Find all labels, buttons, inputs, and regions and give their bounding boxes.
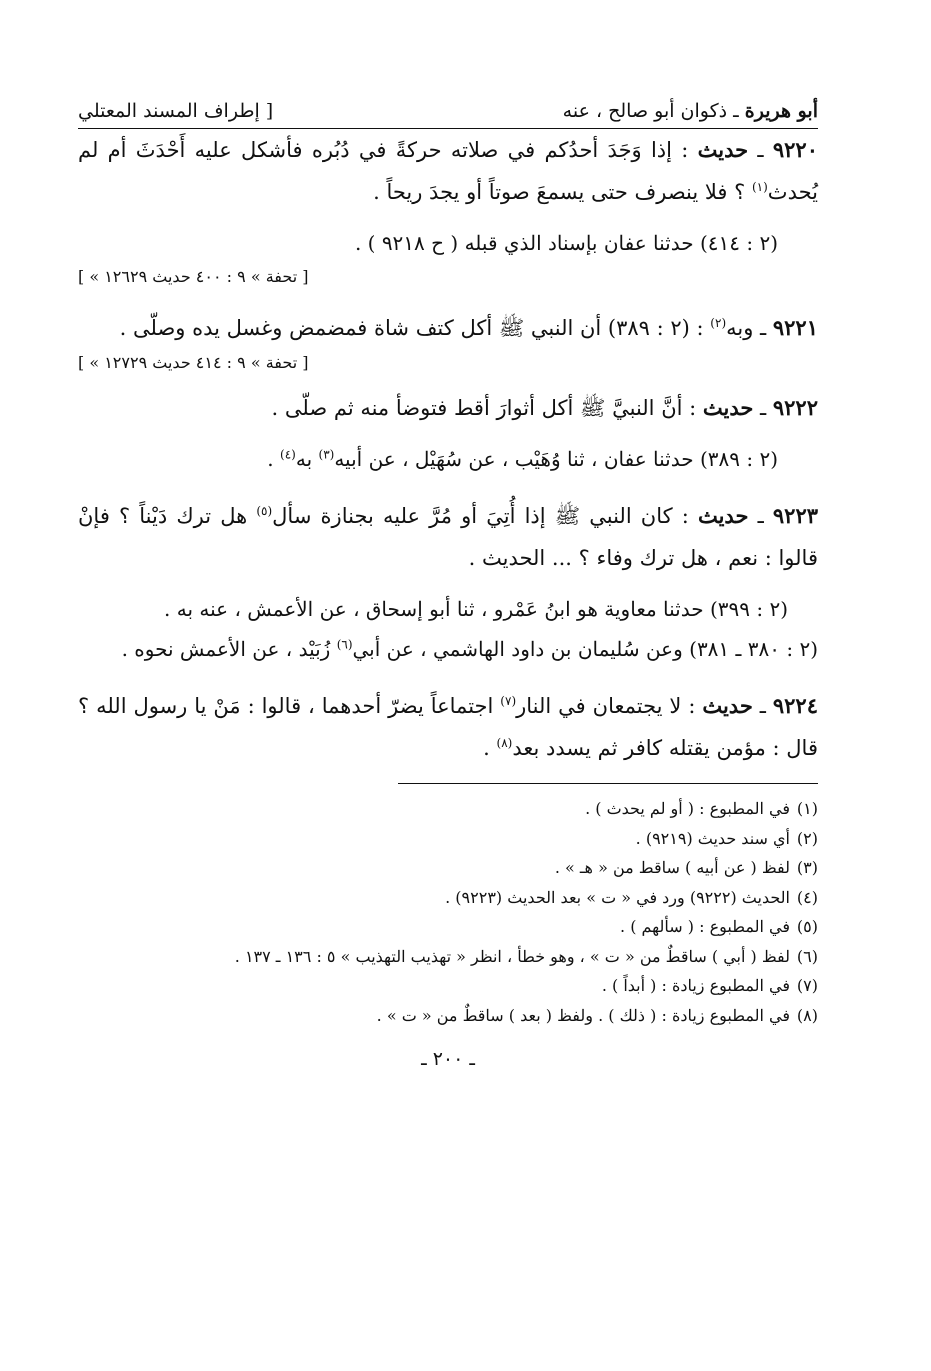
hadith-keyword: حديث <box>697 503 749 528</box>
footnote-ref[interactable]: (٦) <box>336 637 353 652</box>
footnote: (٢)أي سند حديث (٩٢١٩) . <box>635 828 818 848</box>
hadith-number: ٩٢٢٢ <box>772 395 818 420</box>
hadith-text: هل ترك دَيْناً ؟ فإنْ قالوا : نعم ، هل ترك وفاء ؟ ... الحديث . <box>78 504 818 570</box>
footnote: (٤)الحديث (٩٢٢٢) ورد في « ت » بعد الحديث (٩٢٢٣) . <box>445 887 818 907</box>
hadith-9222: ٩٢٢٢ ـ حديث : أنَّ النبيَّ ﷺ أكل أثوارَ أقط فتوضأ منه ثم صلّى . <box>271 395 818 420</box>
footnote: (١)في المطبوع : ( أو لم يحدث ) . <box>585 799 818 818</box>
hadith-9220: ٩٢٢٠ ـ حديث : إذا وَجَدَ أحدُكم في صلاته حركةً في دُبُره فأشكل عليه أَحْدَثَ أم لم يُحدث$^{(١)}$ ؟ فلا ينصرف حتى يسمعَ صوتاً أو يجدَ ريحاً . <box>78 137 818 204</box>
footnote-ref[interactable]: (٨) <box>496 736 513 750</box>
hadith-text: : (٢ : ٣٨٩) أن النبي ﷺ أكل كتف شاة فمضمض وغسل يده وصلّى . <box>119 316 711 340</box>
header-section-title: أبو هريرة ـ ذكوان أبو صالح ، عنه <box>562 100 818 122</box>
hadith-9221 <box>78 307 818 349</box>
header-book-title: [ إطراف المسند المعتلي <box>78 100 274 122</box>
footnotes <box>78 794 818 1030</box>
footnote-ref[interactable]: (١) <box>751 180 768 194</box>
hadith-number: ٩٢٢٠ <box>772 137 818 162</box>
hadith-text: : إذا وَجَدَ أحدُكم في صلاته حركةً في دُبُره فأشكل عليه أَحْدَثَ أم لم يُحدث <box>78 138 818 204</box>
footnote: (٥)في المطبوع : ( سألهم ) . <box>620 917 818 936</box>
hadith-number: ٩٢٢٤ <box>772 693 818 718</box>
hadith-9223: ٩٢٢٣ ـ حديث : كان النبي ﷺ إذا أُتِيَ أو مُرَّ عليه بجنازة سأل$^{(٥)}$ هل ترك دَيْناً ؟ فإنْ قالوا : نعم ، هل ترك وفاء ؟ ... الحديث . <box>78 503 819 570</box>
footnote-ref[interactable]: (٤) <box>280 447 296 462</box>
hadith-keyword: حديث <box>697 137 749 162</box>
running-header <box>78 100 818 129</box>
footnote-divider <box>398 783 818 784</box>
footnote-ref[interactable]: (٢) <box>710 316 727 330</box>
hadith-9224: ٩٢٢٤ ـ حديث : لا يجتمعان في النار$^{(٧)}$ اجتماعاً يضرّ أحدهما ، قالوا : مَنْ يا رسول الله ؟ قال : مؤمن يقتله كافر ثم يسدد بعد$^{(٨)}$ . <box>78 693 818 760</box>
hadith-text: ؟ فلا ينصرف حتى يسمعَ صوتاً أو يجدَ ريحاً . <box>373 180 752 204</box>
hadith-number: ٩٢٢١ <box>772 315 818 340</box>
hadith-keyword: حديث <box>702 395 754 420</box>
hadith-text: اجتماعاً يضرّ أحدهما ، قالوا : مَنْ يا رسول الله ؟ قال : مؤمن يقتله كافر ثم يسدد بعد <box>78 694 818 760</box>
footnote: (٦)لفظ ( أبي ) ساقطٌ من « ت » ، وهو خطأ ، انظر « تهذيب التهذيب » ٥ : ١٣٦ ـ ١٣٧ . <box>234 946 818 966</box>
hadith-source: (٢ : ٣٩٩) حدثنا معاوية هو ابنُ عَمْرو ، ثنا أبو إسحاق ، عن الأعمش ، عنه به . <box>164 597 788 621</box>
footnote: (٨)في المطبوع زيادة : ( ذلك ) . ولفظ ( بعد ) ساقطٌ من « ت » . <box>376 1005 818 1025</box>
hadith-source: (٢ : ٣٨٩) حدثنا عفان ، ثنا وُهَيْب ، عن سُهَيْل ، عن أبيه$^{(٣)}$ به$^{(٤)}$ . <box>267 447 778 471</box>
footnote-ref[interactable]: (٥) <box>256 504 273 518</box>
hadith-keyword: حديث <box>702 693 753 718</box>
hadith-source: (٢ : ٣٨٠ ـ ٣٨١) وعن سُليمان بن داود الهاشمي ، عن أبي$^{(٦)}$ زُبَيْد ، عن الأعمش نحوه . <box>121 637 818 661</box>
footnote: (٧)في المطبوع زيادة : ( أبداً ) . <box>601 976 818 995</box>
hadith-source: (٢ : ٤١٤) حدثنا عفان بإسناد الذي قبله ( ح ٩٢١٨ ) . <box>354 231 778 255</box>
hadith-text: ـ وبه <box>726 316 773 340</box>
hadith-text: : لا يجتمعان في النار <box>516 694 703 718</box>
footnote: (٣)لفظ ( عن أبيه ) ساقط من « هـ » . <box>554 858 818 877</box>
tuhfa-reference: [ « تحفة » ٩ : ٤٠٠ حديث ١٢٦٢٩ ] <box>78 267 309 286</box>
page-body <box>78 100 818 1070</box>
footnote-ref[interactable]: (٣) <box>318 447 335 462</box>
footnote-ref[interactable]: (٧) <box>500 694 517 708</box>
hadith-text: : أنَّ النبيَّ ﷺ أكل أثوارَ أقط فتوضأ منه ثم صلّى . <box>271 396 703 420</box>
hadith-text: : كان النبي ﷺ إذا أُتِيَ أو مُرَّ عليه بجنازة سأل <box>272 504 698 528</box>
hadith-number: ٩٢٢٣ <box>772 503 819 528</box>
page-number: ـ ٢٠٠ ـ <box>421 1048 475 1070</box>
tuhfa-reference: [ « تحفة » ٩ : ٤١٤ حديث ١٢٧٢٩ ] <box>78 353 309 372</box>
